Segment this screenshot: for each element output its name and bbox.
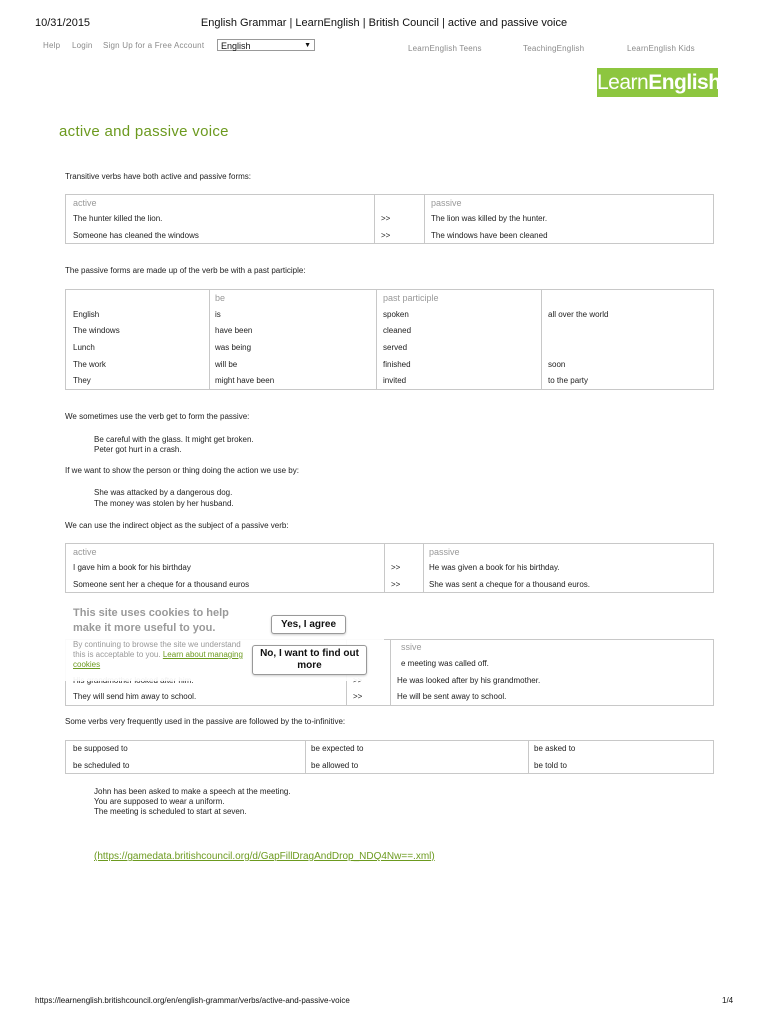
table-header-active: active [73, 198, 97, 208]
table-cell: spoken [383, 310, 409, 319]
active-passive-table-2 [65, 543, 714, 593]
table-cell: They [73, 376, 91, 385]
table-cell: will be [215, 360, 238, 369]
table-cell: finished [383, 360, 411, 369]
table-cell: She was sent a cheque for a thousand euros. [429, 580, 590, 589]
footer-url: https://learnenglish.britishcouncil.org/en/english-grammar/verbs/active-and-passive-voice [35, 996, 350, 1005]
cookie-body [73, 640, 253, 670]
table-cell: soon [548, 360, 566, 369]
example-line: John has been asked to make a speech at the meeting. [94, 787, 291, 796]
cookie-title: This site uses cookies to help make it more useful to you. [73, 607, 229, 634]
cookie-text: By continuing to browse the site we understand this is acceptable to you. [73, 640, 241, 659]
table-cell: I gave him a book for his birthday [73, 563, 191, 572]
table-cell: be supposed to [73, 744, 128, 753]
logo-learn: Learn [597, 71, 649, 94]
intro-transitive: Transitive verbs have both active and passive forms: [65, 172, 252, 181]
table-header-be: be [215, 293, 226, 303]
table-cell: invited [383, 376, 407, 385]
intro-infinitive: Some verbs very frequently used in the passive are followed by the to-infinitive: [65, 717, 346, 726]
table-cell: Someone has cleaned the windows [73, 231, 199, 240]
arrow-cell: >> [353, 692, 363, 701]
table-cell: The hunter killed the lion. [73, 214, 163, 223]
table-cell: The windows [73, 326, 120, 335]
table-cell: have been [215, 326, 253, 335]
table-cell: The lion was killed by the hunter. [431, 214, 548, 223]
example-line: She was attacked by a dangerous dog. [94, 488, 233, 497]
table-cell: He was given a book for his birthday. [429, 563, 560, 572]
table-header-passive: passive [431, 198, 462, 208]
intro-be: The passive forms are made up of the verb be with a past participle: [65, 266, 306, 275]
agree-button[interactable]: Yes, I agree [271, 615, 346, 634]
kids-link[interactable]: LearnEnglish Kids [627, 44, 695, 53]
login-link[interactable]: Login [72, 41, 93, 50]
intro-indirect: We can use the indirect object as the subject of a passive verb: [65, 521, 289, 530]
table-cell: be allowed to [311, 761, 359, 770]
table-cell: might have been [215, 376, 275, 385]
table-cell: be scheduled to [73, 761, 130, 770]
active-passive-table-1 [65, 194, 714, 244]
language-select[interactable] [217, 39, 315, 51]
table-cell: all over the world [548, 310, 609, 319]
cookie-learn-link[interactable]: Learn about managing cookies [73, 650, 243, 669]
table-cell: be asked to [534, 744, 576, 753]
arrow-cell: >> [381, 214, 391, 223]
intro-get: We sometimes use the verb get to form the passive: [65, 412, 250, 421]
table-cell: be told to [534, 761, 567, 770]
table-cell: They will send him away to school. [73, 692, 197, 701]
example-line: You are supposed to wear a uniform. [94, 797, 225, 806]
table-cell: e meeting was called off. [401, 659, 489, 668]
table-cell: was being [215, 343, 252, 352]
example-line: The meeting is scheduled to start at seven. [94, 807, 247, 816]
signup-link[interactable]: Sign Up for a Free Account [103, 41, 205, 50]
table-cell: be expected to [311, 744, 364, 753]
intro-by: If we want to show the person or thing doing the action we use by: [65, 466, 299, 475]
table-cell: served [383, 343, 408, 352]
table-cell: The work [73, 360, 106, 369]
footer-page-number: 1/4 [722, 996, 734, 1005]
table-header-active: active [73, 547, 97, 557]
arrow-cell: >> [391, 563, 401, 572]
table-cell: He will be sent away to school. [397, 692, 507, 701]
help-link[interactable]: Help [43, 41, 61, 50]
language-value: English [221, 41, 251, 51]
learnenglish-logo[interactable] [597, 68, 721, 97]
table-cell: Someone sent her a cheque for a thousand euros [73, 580, 250, 589]
page-title: active and passive voice [59, 123, 229, 140]
game-link[interactable]: (https://gamedata.britishcouncil.org/d/GapFillDragAndDrop_NDQ4Nw==.xml) [94, 851, 435, 862]
table-cell: to the party [548, 376, 589, 385]
arrow-cell: >> [391, 580, 401, 589]
teens-link[interactable]: LearnEnglish Teens [408, 44, 482, 53]
chevron-down-icon: ▼ [304, 42, 311, 49]
table-cell: is [215, 310, 221, 319]
be-participle-table [65, 289, 714, 390]
infinitive-table [65, 740, 714, 774]
table-cell: He was looked after by his grandmother. [397, 676, 541, 685]
table-cell: The windows have been cleaned [431, 231, 548, 240]
example-line: Be careful with the glass. It might get broken. [94, 435, 254, 444]
arrow-cell: >> [381, 231, 391, 240]
table-header-pp: past participle [383, 293, 439, 303]
logo-english: English [648, 71, 721, 94]
table-cell: English [73, 310, 100, 319]
print-date: 10/31/2015 [35, 17, 91, 29]
print-page-title: English Grammar | LearnEnglish | British Council | active and passive voice [200, 17, 568, 29]
table-header-passive: passive [429, 547, 460, 557]
table-cell: cleaned [383, 326, 412, 335]
example-line: The money was stolen by her husband. [94, 499, 234, 508]
table-header-passive: ssive [401, 642, 422, 652]
example-line: Peter got hurt in a crash. [94, 445, 182, 454]
find-out-more-button[interactable]: No, I want to find out more [252, 645, 367, 675]
table-cell: Lunch [73, 343, 95, 352]
teaching-link[interactable]: TeachingEnglish [523, 44, 585, 53]
